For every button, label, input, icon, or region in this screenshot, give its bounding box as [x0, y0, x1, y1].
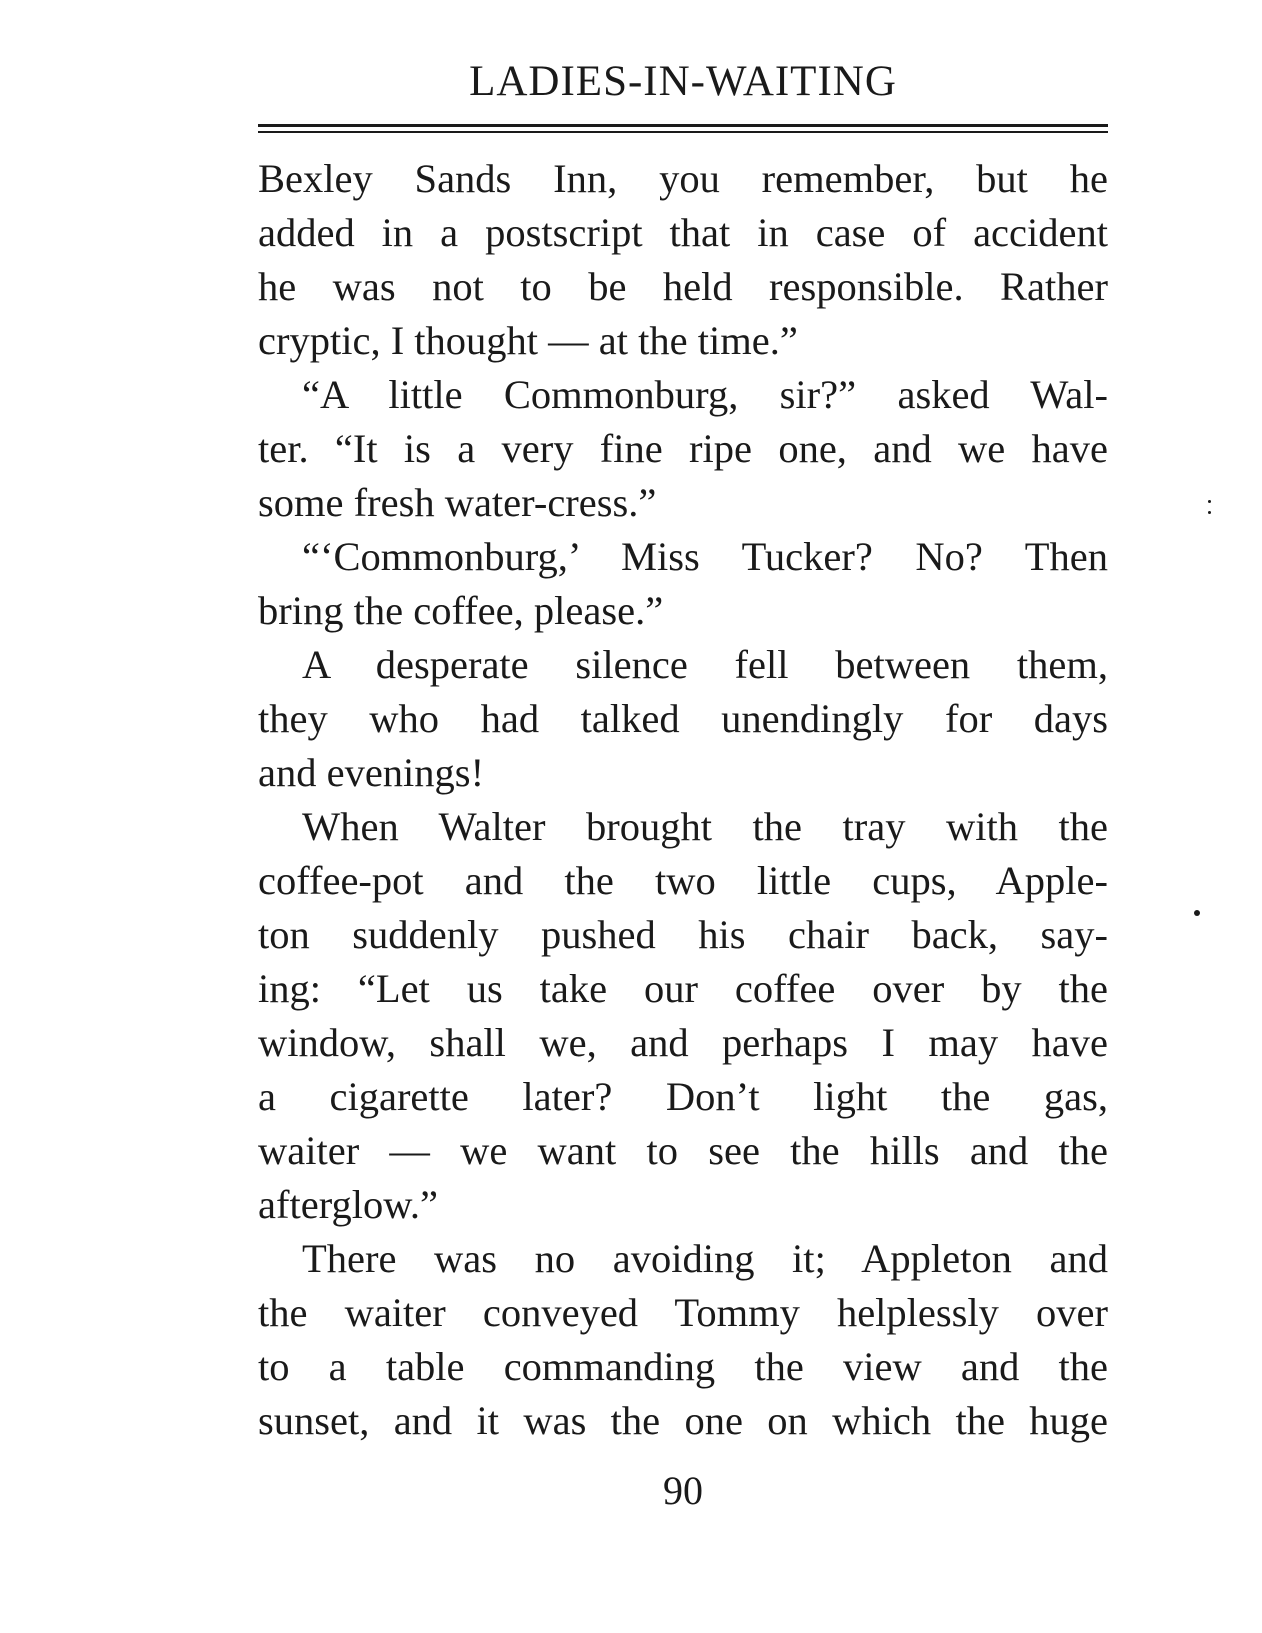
text-line: to a table commanding the view and the — [258, 1344, 1108, 1389]
text-line: they who had talked unendingly for days — [258, 696, 1108, 741]
paragraph-1 — [258, 152, 1108, 368]
paragraph-2 — [258, 368, 1108, 530]
text-line: added in a postscript that in case of accident — [258, 210, 1108, 255]
text-line: afterglow.” — [258, 1182, 438, 1227]
body-text — [258, 152, 1108, 1448]
header-rule-bottom — [258, 131, 1108, 133]
scan-speck — [1208, 511, 1211, 514]
text-line: A desperate silence fell between them, — [302, 642, 1108, 687]
text-line: a cigarette later? Don’t light the gas, — [258, 1074, 1108, 1119]
text-line: some fresh water-cress.” — [258, 480, 657, 525]
text-line: “A little Commonburg, sir?” asked Wal- — [302, 372, 1108, 417]
page-number: 90 — [663, 1468, 703, 1513]
text-line: “‘Commonburg,’ Miss Tucker? No? Then — [302, 534, 1108, 579]
text-line: Bexley Sands Inn, you remember, but he — [258, 156, 1108, 201]
text-line: the waiter conveyed Tommy helplessly over — [258, 1290, 1108, 1335]
text-line: When Walter brought the tray with the — [302, 804, 1108, 849]
header-rule-top — [258, 124, 1108, 127]
text-line: and evenings! — [258, 750, 485, 795]
text-line: ing: “Let us take our coffee over by the — [258, 966, 1108, 1011]
text-line: ter. “It is a very fine ripe one, and we have — [258, 426, 1108, 471]
paragraph-5 — [258, 800, 1108, 1232]
paragraph-4 — [258, 638, 1108, 800]
text-line: There was no avoiding it; Appleton and — [302, 1236, 1108, 1281]
paragraph-3 — [258, 530, 1108, 638]
scan-speck — [1194, 910, 1200, 916]
text-line: ton suddenly pushed his chair back, say- — [258, 912, 1108, 957]
text-line: sunset, and it was the one on which the huge — [258, 1398, 1108, 1443]
text-line: he was not to be held responsible. Rather — [258, 264, 1108, 309]
scan-speck — [1208, 500, 1211, 503]
text-line: window, shall we, and perhaps I may have — [258, 1020, 1108, 1065]
text-line: bring the coffee, please.” — [258, 588, 664, 633]
running-title: LADIES-IN-WAITING — [469, 58, 897, 105]
text-line: cryptic, I thought — at the time.” — [258, 318, 798, 363]
text-line: coffee-pot and the two little cups, Apple- — [258, 858, 1108, 903]
paragraph-6 — [258, 1232, 1108, 1448]
text-line: waiter — we want to see the hills and the — [258, 1128, 1108, 1173]
